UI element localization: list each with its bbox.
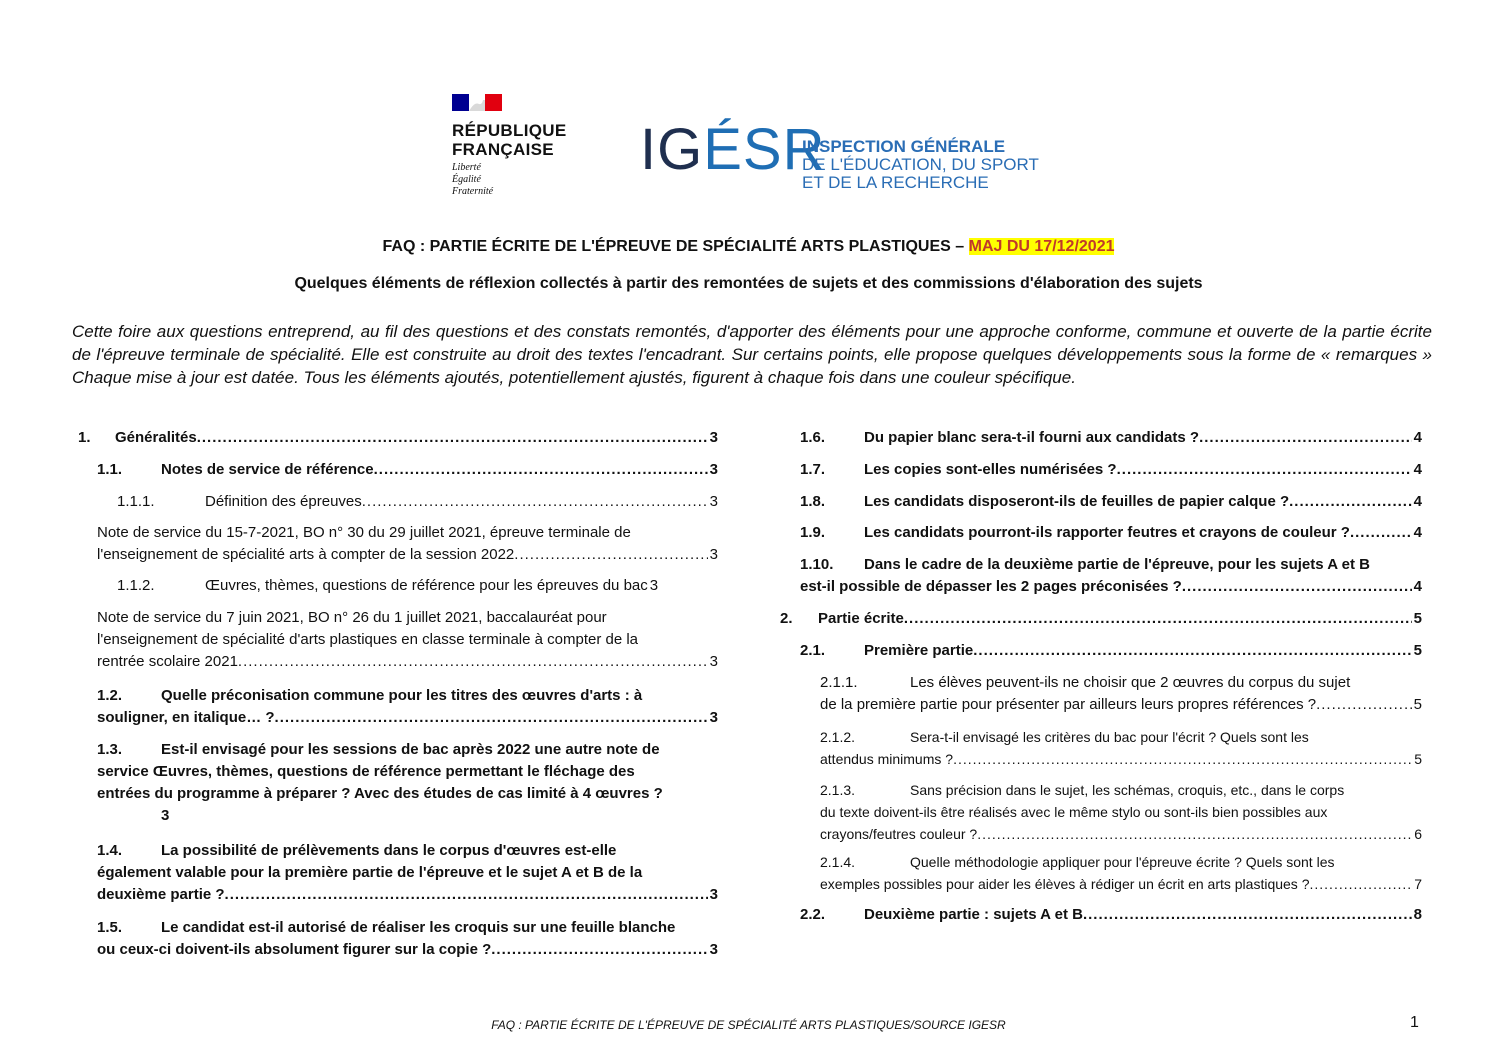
toc-entry[interactable]: 1.2. Quelle préconisation commune pour les titres des œuvres d'arts : à souligner, en italique… ? ..... 3 <box>97 685 718 729</box>
toc-entry[interactable]: 2.2. Deuxième partie : sujets A et B ..... 8 <box>800 904 1422 926</box>
update-date-highlight: MAJ DU 17/12/2021 <box>968 238 1115 255</box>
toc-entry[interactable]: 1.1.2. Œuvres, thèmes, questions de référence pour les épreuves du bac 3 <box>117 577 659 594</box>
igesr-wordmark <box>640 117 826 182</box>
igesr-part2: ÉSR <box>703 117 826 182</box>
toc-entry[interactable]: 1.10. Dans le cadre de la deuxième partie de l'épreuve, pour les sujets A et B est-il possible de dépasser les 2 pages préconisées ? ..... 4 <box>800 554 1422 598</box>
intro-paragraph: Cette foire aux questions entreprend, au fil des questions et des constats remontés, d'apporter des éléments pour une approche conforme, commune et ouverte de la partie écrite de l'épreuve terminale de spécialité. Elle est construite au droit des textes l'encadrant. Sur certains points, elle propose quelques développements sous la forme de « remarques » Chaque mise à jour est datée. Tous les éléments ajoutés, potentiellement ajustés, figurent à chaque fois dans une couleur spécifique. <box>72 322 1432 387</box>
toc-entry[interactable]: 1.7. Les copies sont-elles numérisées ? ..... 4 <box>800 459 1422 481</box>
toc-entry[interactable]: 1.1.1. Définition des épreuves ..... 3 <box>117 491 718 513</box>
rf-name-line1: RÉPUBLIQUE <box>452 121 567 140</box>
toc-entry[interactable]: 1.4. La possibilité de prélèvements dans le corpus d'œuvres est-elle également valable pour la première partie de l'épreuve et le sujet A et B de la deuxième partie ? ..... 3 <box>97 840 718 906</box>
page-footer: FAQ : PARTIE ÉCRITE DE L'ÉPREUVE DE SPÉCIALITÉ ARTS PLASTIQUES/SOURCE IGESR <box>491 1018 1006 1032</box>
igesr-part1: IG <box>640 117 704 182</box>
toc-entry[interactable]: 1.3. Est-il envisagé pour les sessions de bac après 2022 une autre note de service Œuvres, thèmes, questions de référence permettant le fléchage des entrées du programme à préparer ? Avec des études de cas limité à 4 œuvres ? 3 <box>97 741 663 824</box>
rf-motto-2: Égalité <box>452 174 481 185</box>
document-subtitle: Quelques éléments de réflexion collectés à partir des remontées de sujets et des commissions d'élaboration des sujets <box>294 275 1203 292</box>
toc-entry[interactable]: 1.6. Du papier blanc sera-t-il fourni aux candidats ? ..... 4 <box>800 427 1422 449</box>
igesr-line1: INSPECTION GÉNÉRALE <box>802 137 1006 156</box>
toc-entry[interactable]: 1.1. Notes de service de référence ..... 3 <box>97 459 718 481</box>
igesr-fullname <box>802 138 1039 192</box>
republique-francaise-logo <box>452 94 592 204</box>
igesr-line2: DE L'ÉDUCATION, DU SPORT <box>802 155 1039 174</box>
toc-entry[interactable]: 2. Partie écrite ..... 5 <box>780 608 1422 630</box>
igesr-logo <box>640 117 1060 200</box>
toc-entry[interactable]: 1. Généralités ..... 3 <box>78 427 718 449</box>
rf-name-line2: FRANÇAISE <box>452 140 554 159</box>
toc-entry[interactable]: 2.1.3. Sans précision dans le sujet, les schémas, croquis, etc., dans le corps du texte doivent-ils être réalisés avec le même stylo ou sont-ils bien possibles aux crayons/feutres couleur ? ..... 6 <box>820 779 1422 845</box>
toc-entry[interactable]: 1.5. Le candidat est-il autorisé de réaliser les croquis sur une feuille blanche ou ceux-ci doivent-ils absolument figurer sur la copie ? ..... 3 <box>97 917 718 961</box>
page-number: 1 <box>1410 1014 1419 1031</box>
toc-entry[interactable]: 2.1.1. Les élèves peuvent-ils ne choisir que 2 œuvres du corpus du sujet de la première partie pour présenter par ailleurs leurs propres références ? ..... 5 <box>820 672 1422 716</box>
rf-motto-3: Fraternité <box>452 186 494 197</box>
toc-entry[interactable]: 2.1. Première partie ..... 5 <box>800 640 1422 662</box>
french-flag-icon <box>452 94 502 111</box>
igesr-line3: ET DE LA RECHERCHE <box>802 173 989 192</box>
document-title <box>0 238 1497 256</box>
rf-motto-1: Liberté <box>452 162 481 173</box>
toc-entry[interactable]: 1.9. Les candidats pourront-ils rapporter feutres et crayons de couleur ? ..... 4 <box>800 522 1422 544</box>
toc-entry[interactable]: 2.1.2. Sera-t-il envisagé les critères du bac pour l'écrit ? Quels sont les attendus minimums ? ..... 5 <box>820 726 1422 770</box>
title-main: FAQ : PARTIE ÉCRITE DE L'ÉPREUVE DE SPÉCIALITÉ ARTS PLASTIQUES – <box>382 238 969 255</box>
toc-entry[interactable]: Note de service du 7 juin 2021, BO n° 26 du 1 juillet 2021, baccalauréat pour l'enseignement de spécialité d'arts plastiques en classe terminale à compter de la rentrée scolaire 2021 ..... 3 <box>97 607 718 673</box>
toc-entry[interactable]: 2.1.4. Quelle méthodologie appliquer pour l'épreuve écrite ? Quels sont les exemples possibles pour aider les élèves à rédiger un écrit en arts plastiques ? ..... 7 <box>820 851 1422 895</box>
toc-entry[interactable]: 1.8. Les candidats disposeront-ils de feuilles de papier calque ? ..... 4 <box>800 491 1422 513</box>
toc-entry[interactable]: Note de service du 15-7-2021, BO n° 30 du 29 juillet 2021, épreuve terminale de l'enseignement de spécialité arts à compter de la session 2022 ..... 3 <box>97 522 718 566</box>
